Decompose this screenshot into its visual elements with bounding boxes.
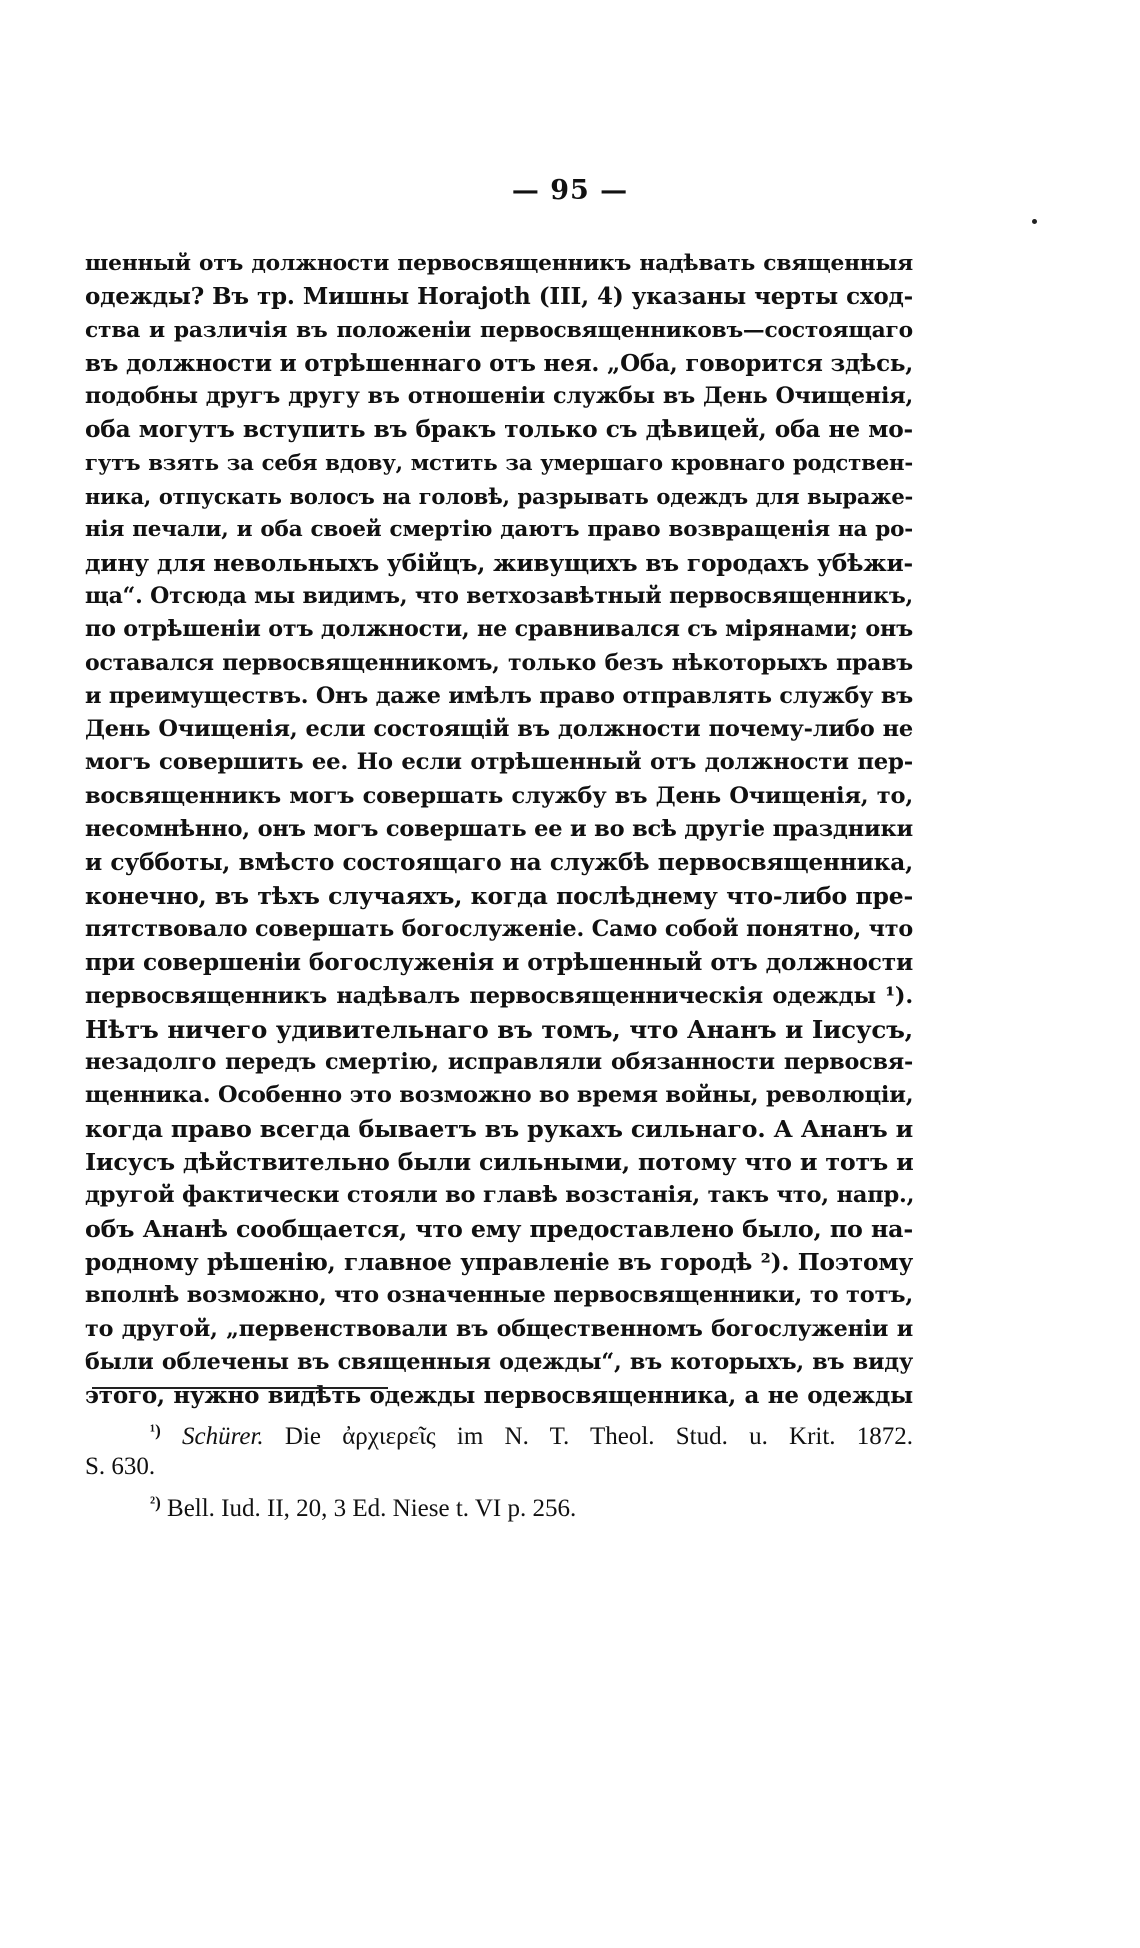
text-line: несомнѣнно, онъ могъ совершать ее и во всѣ другіе праздники [85, 816, 913, 843]
text-line: и преимуществъ. Онъ даже имѣлъ право отправлять службу въ [85, 682, 913, 709]
footnote-mark: ¹) [150, 1421, 161, 1440]
footnote-mark: ²) [150, 1493, 161, 1512]
text-line: шенный отъ должности первосвященникъ надѣвать священныя [85, 251, 913, 276]
text-line: День Очищенія, если состоящій въ должности почему-либо не [85, 716, 913, 743]
text-line: въ должности и отрѣшеннаго отъ нея. „Оба, говорится здѣсь, [85, 349, 914, 377]
footnote-1 [85, 1413, 913, 1449]
text-line: ника, отпускать волосъ на головѣ, разрывать одеждъ для выраже- [85, 484, 913, 510]
text-line: и субботы, вмѣсто состоящаго на службѣ первосвященника, [85, 849, 913, 877]
text-line: могъ совершить ее. Но если отрѣшенный отъ должности пер- [85, 749, 913, 776]
text-line: ства и различія въ положеніи первосвященниковъ—состоящаго [85, 317, 913, 343]
text-line: этого, нужно видѣть одежды первосвященника, а не одежды [85, 1382, 913, 1410]
body-text [85, 247, 913, 1412]
footnote-text: Bell. Iud. II, 20, 3 Ed. Niese t. VI p. 256. [167, 1495, 577, 1522]
text-line: конечно, въ тѣхъ случаяхъ, когда послѣднему что-либо пре- [85, 881, 913, 910]
text-line: вполнѣ возможно, что означенные первосвященники, то тотъ, [85, 1282, 913, 1309]
text-line: Нѣтъ ничего удивительнаго въ томъ, что Ананъ и Іисусъ, [85, 1014, 913, 1044]
text-line: незадолго передъ смертію, исправляли обязанности первосвя- [85, 1049, 913, 1076]
text-line: ща“. Отсюда мы видимъ, что ветхозавѣтный первосвященникъ, [85, 582, 913, 609]
footnote-author: Schürer. [181, 1423, 264, 1450]
text-line: оставался первосвященникомъ, только безъ нѣкоторыхъ правъ [85, 649, 913, 676]
text-line: то другой, „первенствовали въ общественномъ богослуженіи и [85, 1315, 913, 1342]
text-line: были облечены въ священныя одежды“, въ которыхъ, въ виду [85, 1348, 913, 1375]
text-line: пятствовало совершать богослуженіе. Само собой понятно, что [85, 915, 913, 942]
text-line: объ Ананѣ сообщается, что ему предоставлено было, по на- [85, 1214, 913, 1243]
text-line: щенника. Особенно это возможно во время войны, революціи, [85, 1082, 914, 1109]
text-line: оба могутъ вступить въ бракъ только съ дѣвицей, оба не мо- [85, 416, 913, 444]
page-number: — 95 — [511, 175, 629, 206]
footnote-separator-rule [92, 1387, 388, 1389]
text-line: при совершеніи богослуженія и отрѣшенный отъ должности [85, 949, 913, 977]
text-line: Іисусъ дѣйствительно были сильными, потому что и тотъ и [85, 1148, 914, 1177]
footnote-1-continuation: S. 630. [85, 1453, 156, 1480]
text-line: по отрѣшеніи отъ должности, не сравнивался съ мірянами; онъ [85, 616, 913, 643]
footnote-text: Die ἀρχιερεῖς im N. T. Theol. Stud. u. Krit. 1872. [284, 1423, 914, 1450]
text-line: одежды? Въ тр. Мишны Horajoth (III, 4) указаны черты сход- [85, 283, 913, 311]
text-line: гутъ взять за себя вдову, мстить за умершаго кровнаго родствен- [85, 450, 913, 476]
text-line: подобны другъ другу въ отношеніи службы въ День Очищенія, [85, 383, 913, 410]
text-line: первосвященникъ надѣвалъ первосвященническія одежды ¹). [85, 982, 913, 1009]
text-line: нія печали, и оба своей смертію даютъ право возвращенія на ро- [85, 517, 913, 543]
text-line: дину для невольныхъ убійцъ, живущихъ въ городахъ убѣжи- [85, 549, 913, 577]
footnote-2 [85, 1485, 913, 1521]
paper-speck-mark [1032, 219, 1037, 224]
text-line: когда право всегда бываетъ въ рукахъ сильнаго. А Ананъ и [85, 1114, 913, 1143]
text-line: родному рѣшенію, главное управленіе въ городѣ ²). Поэтому [85, 1248, 913, 1276]
footnotes [85, 1413, 913, 1521]
text-line: восвященникъ могъ совершать службу въ День Очищенія, то, [85, 782, 913, 809]
text-line: другой фактически стояли во главѣ возстанія, такъ что, напр., [85, 1182, 915, 1209]
